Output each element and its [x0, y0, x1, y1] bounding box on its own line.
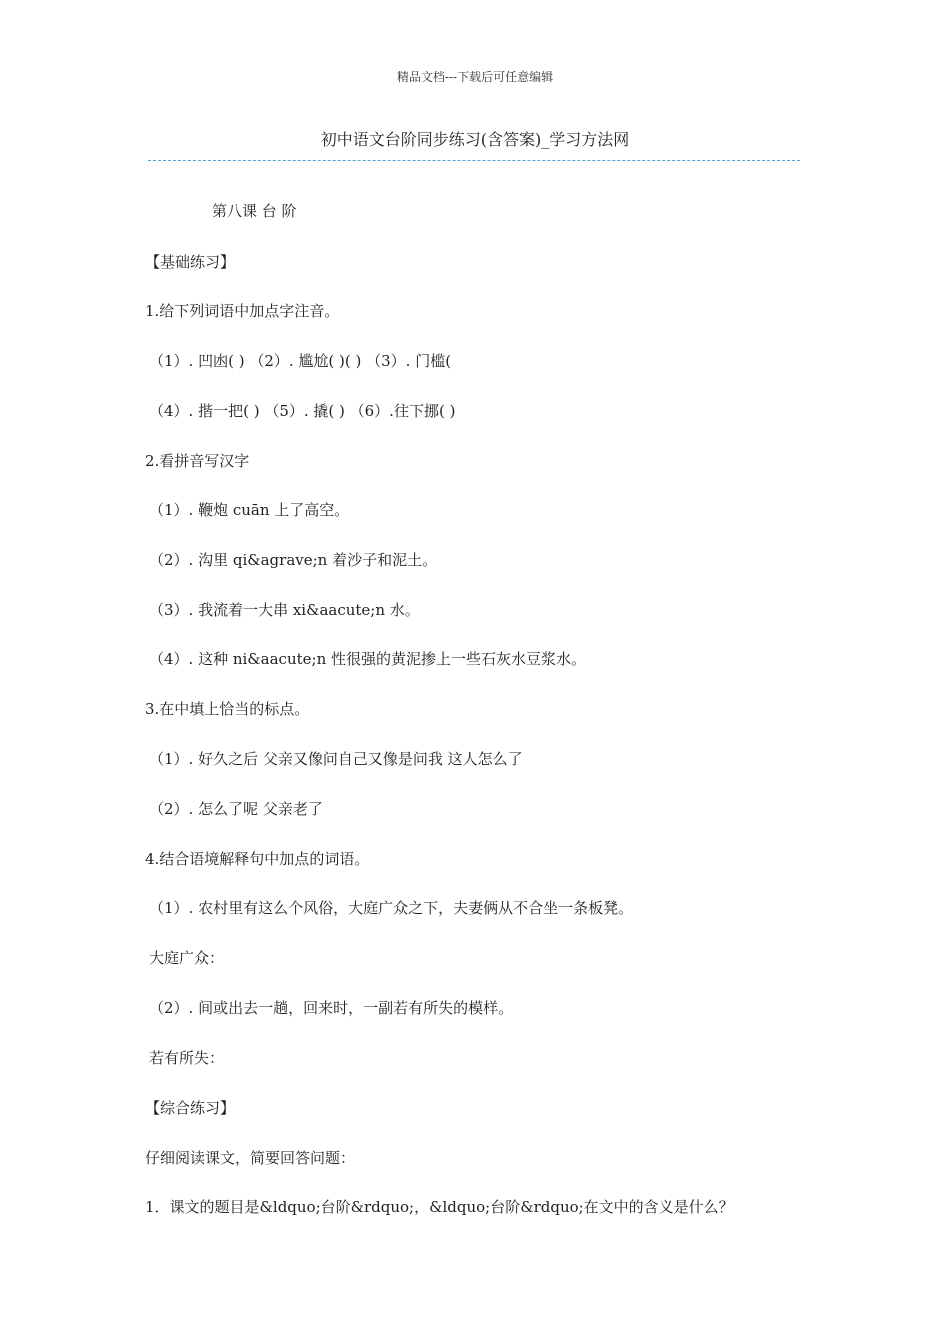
section-heading-basic: 【基础练习】	[145, 253, 236, 271]
question-1: 1.给下列词语中加点字注音。	[145, 302, 340, 320]
question-4-answer-2: 若有所失：	[149, 1049, 225, 1067]
question-2: 2.看拼音写汉字	[145, 452, 250, 470]
question-3-item-1: （1）. 好久之后 父亲又像问自己又像是问我 这人怎么了	[149, 750, 523, 768]
question-4-item-2: （2）. 间或出去一趟，回来时，一副若有所失的模样。	[149, 999, 514, 1017]
question-1-items-b: （4）. 揩一把( ) （5）. 撬( ) （6）.往下挪( )	[149, 402, 456, 420]
title-divider	[148, 160, 800, 161]
page-header-note: 精品文档---下载后可任意编辑	[396, 70, 554, 84]
section-heading-comprehensive: 【综合练习】	[145, 1099, 236, 1117]
document-title: 初中语文台阶同步练习(含答案)_学习方法网	[320, 130, 630, 149]
question-4: 4.结合语境解释句中加点的词语。	[145, 850, 370, 868]
question-4-item-1: （1）. 农村里有这么个风俗，大庭广众之下，夫妻俩从不合坐一条板凳。	[149, 899, 634, 917]
question-2-item-3: （3）. 我流着一大串 xi&aacute;n 水。	[149, 601, 420, 619]
question-1-items-a: （1）. 凹凼( ) （2）. 尴尬( )( ) （3）. 门槛(	[149, 352, 452, 370]
question-2-item-1: （1）. 鞭炮 cuān 上了高空。	[149, 501, 350, 519]
question-2-item-2: （2）. 沟里 qi&agrave;n 着沙子和泥土。	[149, 551, 438, 569]
question-2-item-4: （4）. 这种 ni&aacute;n 性很强的黄泥掺上一些石灰水豆浆水。	[149, 650, 586, 668]
lesson-title: 第八课 台 阶	[212, 202, 297, 220]
question-4-answer-1: 大庭广众：	[149, 949, 225, 967]
question-3: 3.在中填上恰当的标点。	[145, 700, 310, 718]
reading-instruction: 仔细阅读课文，简要回答问题：	[145, 1149, 356, 1167]
reading-question-1: 1．课文的题目是&ldquo;台阶&rdquo;，&ldquo;台阶&rdquo;在文中的含义是什么？	[145, 1198, 734, 1216]
question-3-item-2: （2）. 怎么了呢 父亲老了	[149, 800, 323, 818]
